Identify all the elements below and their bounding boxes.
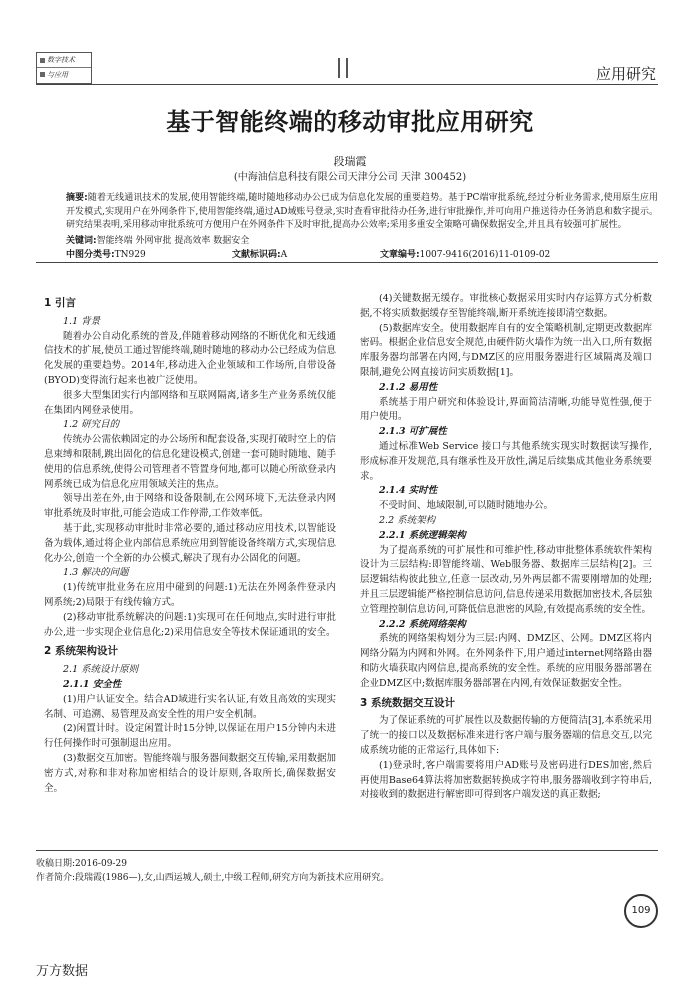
art-value: 1007-9416(2016)11-0109-02 <box>419 250 551 260</box>
section-label: 应用研究 <box>595 65 656 83</box>
subsection-heading: 1.1 背景 <box>63 315 101 327</box>
section-heading: 2 系统架构设计 <box>44 645 118 658</box>
section-heading: 1 引言 <box>44 297 76 309</box>
subsection-heading: 1.2 研究目的 <box>63 419 120 431</box>
logo-line2: 与应用 <box>47 71 68 79</box>
paragraph: 基于此,实现移动审批时非常必要的,通过移动应用技术,以智能设备为载体,通过将企业内部信息系统应用到智能设备终端方式,实现信息化办公,创造一个全新的办公模式,解决了现有办公固化的问题。 <box>44 522 336 564</box>
paragraph: (5)数据库安全。使用数据库自有的安全策略机制,定期更改数据库密码。根据企业信息安全规范,由硬件防火墙作为统一出入口,所有数据库服务器均部署在内网,与DMZ区的应用服务器进行区域隔离及端口限制,避免公网直接访问实质数据[1]。 <box>360 322 652 378</box>
paragraph: 通过标准Web Service 接口与其他系统实现实时数据读写操作,形成标准开发规范,具有继承性及开放性,满足后续集成其他业务系统要求。 <box>360 440 652 482</box>
subsection-heading: 2.2 系统架构 <box>379 514 436 526</box>
keywords <box>66 233 249 246</box>
paragraph: (1)传统审批业务在应用中碰到的问题:1)无法在外网条件登录内网系统;2)局限于有线传输方式。 <box>44 582 336 608</box>
art-label: 文章编号: <box>380 250 420 260</box>
abstract <box>66 192 658 233</box>
paragraph: 系统基于用户研究和体验设计,界面简洁清晰,功能导览性强,便于用户使用。 <box>360 396 652 423</box>
paragraph: 传统办公需依赖固定的办公场所和配套设备,实现打破时空上的信息束缚和限制,跳出固化的信息化建设模式,创建一套可随时随地、随手使用的信息系统,使得公司管理者不管置身何地,都可以随心所欲登录内网系统已成为信息化应用领域关注的焦点。 <box>44 434 336 490</box>
subsubsection-heading: 2.1.3 可扩展性 <box>379 426 447 438</box>
right-column <box>360 292 652 803</box>
paragraph: (1)用户认证安全。结合AD域进行实名认证,有效且高效的实现实名制、可追溯、易管理及高安全性的用户安全机制。 <box>44 693 336 720</box>
subsection-heading: 1.3 解决的问题 <box>63 567 129 579</box>
abstract-text: 随着无线通讯技术的发展,使用智能终端,随时随地移动办公已成为信息化发展的重要趋势。基于PC端审批系统,经过分析业务需求,使用原生应用开发模式,实现用户在外网条件下,使用智能终端,通过AD域账号登录,实时查看审批待办任务,进行审批操作,并可向用户推送待办任务消息和数字提示。研究结果表明,采用移动审批系统可方便用户在外网条件下及时审批,提高办公效率;采用多重安全策略可确保数据安全,并且具有较强可扩展性。 <box>66 193 658 230</box>
subsubsection-heading: 2.1.4 实时性 <box>379 485 438 497</box>
logo-dot-icon <box>40 72 45 77</box>
subsubsection-heading: 2.2.1 系统逻辑架构 <box>379 529 466 541</box>
paragraph: 为了提高系统的可扩展性和可维护性,移动审批整体系统软件架构设计为三层结构:即智能终端、Web服务器、数据库三层结构[2]。三层逻辑结构彼此独立,任意一层改动,另外两层都不需要刚增加的处理;并且三层逻辑能严格控制信息访问,信息传递采用数据加密技术,各层独立管理控制信息访问,可降低信息泄密的风险,有效提高系统的安全性。 <box>360 544 652 615</box>
article-affiliation: (中海油信息科技有限公司天津分公司 天津 300452) <box>233 172 467 183</box>
article-number <box>380 247 550 260</box>
journal-logo <box>36 52 92 84</box>
paragraph: 为了保证系统的可扩展性以及数据传输的方便简洁[3],本系统采用了统一的接口以及数据标准来进行客户端与服务器端的信息交互,以完成系统功能的正常运行,具体如下: <box>360 715 652 756</box>
header-divider <box>346 58 348 78</box>
page-number: 109 <box>624 894 658 928</box>
subsubsection-heading: 2.1.1 安全性 <box>63 678 122 690</box>
paragraph: (4)关键数据无缓存。审批核心数据采用实时内存运算方式分析数据,不将实质数据缓存至智能终端,断开系统连接即清空数据。 <box>360 293 652 319</box>
paragraph: 系统的网络架构划分为三层:内网、DMZ区、公网。DMZ区将内网络分隔为内网和外网。在外网条件下,用户通过internet网络路由器和防火墙获取内网信息,提高系统的安全性。系统的应用服务器部署在企业DMZ区中;数据库服务器部署在内网,有效保证数据安全性。 <box>360 633 652 689</box>
paragraph: (3)数据交互加密。智能终端与服务器间数据交互传输,采用数据加密方式,对称和非对称加密相结合的设计原则,各取所长,确保数据安全。 <box>44 752 336 794</box>
section-heading: 3 系统数据交互设计 <box>360 696 455 709</box>
clc-number <box>66 247 146 260</box>
received-date: 收稿日期:2016-09-29 <box>36 859 127 869</box>
header-rule <box>36 84 658 85</box>
paragraph: 领导出差在外,由于网络和设备限制,在公网环境下,无法登录内网审批系统及时审批,可能会造成工作停滞,工作效率低。 <box>44 493 336 520</box>
keywords-text: 智能终端 外网审批 提高效率 数据安全 <box>96 236 250 246</box>
doc-code <box>232 247 287 260</box>
keywords-label: 关键词: <box>66 236 97 246</box>
paragraph: 随着办公自动化系统的普及,伴随着移动网络的不断优化和无线通信技术的扩展,使员工通过智能终端,随时随地的移动办公已经成为信息化发展的重要趋势。2014年,移动进入企业领域和工作场所,自带设备(BYOD)变得流行起来也被广泛使用。 <box>44 330 336 386</box>
abstract-label: 摘要: <box>66 193 88 203</box>
subsection-heading: 2.1 系统设计原则 <box>63 664 139 676</box>
paragraph: (1)登录时,客户端需要将用户AD账号及密码进行DES加密,然后再使用Base64算法将加密数据转换成字符串,服务器端收到字符串后,对接收到的数据进行解密即可得到客户端发送的真正数据; <box>360 759 652 801</box>
article-author: 段瑞霞 <box>333 155 367 168</box>
header-separator <box>36 262 658 263</box>
doc-label: 文献标识码: <box>232 250 281 260</box>
doc-value: A <box>280 250 288 260</box>
logo-dot-icon <box>40 58 45 63</box>
subsubsection-heading: 2.1.2 易用性 <box>379 381 438 393</box>
clc-label: 中图分类号: <box>66 250 115 260</box>
footnote-rule <box>36 850 658 851</box>
header-divider <box>338 58 340 78</box>
paragraph: (2)移动审批系统解决的问题:1)实现可在任何地点,实时进行审批办公,进一步实现企业信息化;2)采用信息安全等技术保证通讯的安全。 <box>44 611 336 638</box>
clc-value: TN929 <box>114 250 146 260</box>
subsubsection-heading: 2.2.2 系统网络架构 <box>379 618 466 630</box>
article-title: 基于智能终端的移动审批应用研究 <box>166 108 534 136</box>
paragraph: 很多大型集团实行内部网络和互联网隔离,诸多生产业务系统仅能在集团内网登录使用。 <box>44 389 336 416</box>
author-bio: 作者简介:段瑞霞(1986—),女,山西运城人,硕士,中级工程师,研究方向为新技术应用研究。 <box>36 873 390 883</box>
logo-line1: 数字技术 <box>37 53 91 68</box>
paragraph: 不受时间、地域限制,可以随时随地办公。 <box>379 500 554 512</box>
left-column <box>44 292 336 796</box>
paragraph: (2)闲置计时。设定闲置计时15分钟,以保证在用户15分钟内未进行任何操作时可强制退出应用。 <box>44 723 336 750</box>
watermark: 万方数据 <box>36 964 89 979</box>
